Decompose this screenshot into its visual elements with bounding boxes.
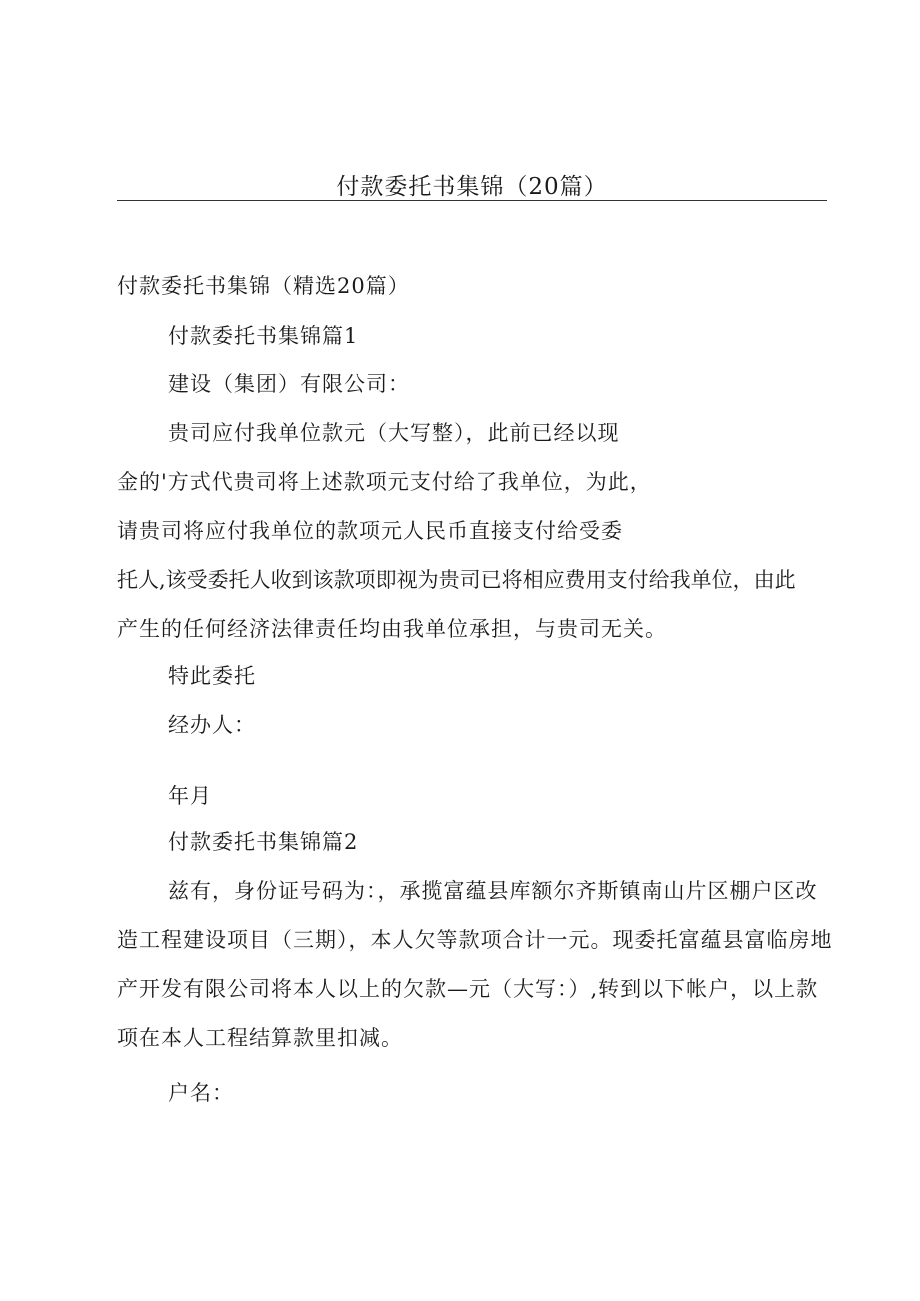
title-underline bbox=[117, 200, 827, 201]
section-heading-1: 付款委托书集锦篇1 bbox=[168, 324, 359, 348]
body-line-3: 请贵司将应付我单位的款项元人民币直接支付给受委 bbox=[117, 519, 623, 543]
closing-line: 特此委托 bbox=[168, 664, 256, 688]
account-name-line: 户名： bbox=[168, 1081, 234, 1105]
body-line-5: 产生的任何经济法律责任均由我单位承担，与贵司无关。 bbox=[117, 617, 667, 641]
body-line-2: 金的'方式代贵司将上述款项元支付给了我单位，为此， bbox=[117, 470, 652, 494]
addressee-line: 建设（集团）有限公司： bbox=[168, 372, 410, 396]
section-heading-2: 付款委托书集锦篇2 bbox=[168, 830, 359, 854]
handler-line: 经办人： bbox=[168, 713, 256, 737]
intro-line: 付款委托书集锦（精选20篇） bbox=[117, 274, 410, 298]
body-line-1: 贵司应付我单位款元（大写整），此前已经以现 bbox=[168, 421, 620, 445]
body2-line-4: 项在本人工程结算款里扣减。 bbox=[117, 1026, 403, 1050]
date-line: 年月 bbox=[168, 784, 212, 808]
document-title: 付款委托书集锦（20篇） bbox=[336, 174, 608, 200]
body-line-4: 托人,该受委托人收到该款项即视为贵司已将相应费用支付给我单位，由此 bbox=[117, 568, 796, 592]
body2-line-1: 兹有，身份证号码为：，承揽富蕴县库额尔齐斯镇南山片区棚户区改 bbox=[168, 879, 818, 903]
body2-line-3: 产开发有限公司将本人以上的欠款—元（大写：）,转到以下帐户，以上款 bbox=[117, 977, 819, 1001]
body2-line-2: 造工程建设项目（三期），本人欠等款项合计一元。现委托富蕴县富临房地 bbox=[117, 928, 833, 952]
